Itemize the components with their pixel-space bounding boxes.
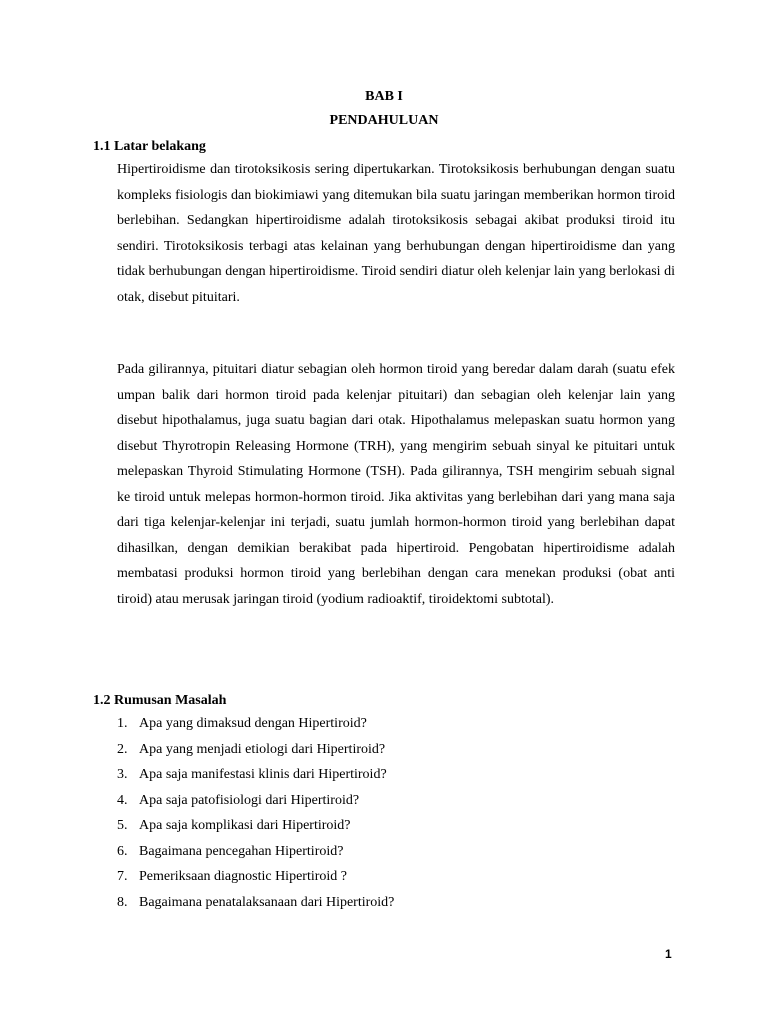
list-item-text: Pemeriksaan diagnostic Hipertiroid ? (139, 869, 347, 884)
list-item (117, 839, 394, 865)
paragraph-background-1: Hipertiroidisme dan tirotoksikosis sering dipertukarkan. Tirotoksikosis berhubungan dengan suatu kompleks fisiologis dan biokimiawi yang ditemukan bila suatu jaringan memberikan hormon tiroid berlebihan. Sedangkan hipertiroidisme adalah tirotoksikosis sebagai akibat produksi tiroid itu sendiri. Tirotoksikosis terbagi atas kelainan yang berhubungan dengan hipertiroidisme dan yang tidak berhubungan dengan hipertiroidisme. Tiroid sendiri diatur oleh kelenjar lain yang berlokasi di otak, disebut pituitari. (117, 162, 675, 305)
list-item-number: 1. (117, 716, 128, 731)
list-item-text: Apa saja komplikasi dari Hipertiroid? (139, 818, 351, 833)
list-item-number: 7. (117, 869, 128, 884)
list-item (117, 788, 394, 814)
list-item-number: 4. (117, 792, 128, 808)
list-item-number: 3. (117, 767, 128, 782)
chapter-title: PENDAHULUAN (329, 113, 439, 128)
list-item-text: Apa saja patofisiologi dari Hipertiroid? (139, 792, 360, 808)
list-item-text: Apa yang menjadi etiologi dari Hipertiroid? (139, 741, 386, 757)
chapter-label: BAB I (365, 89, 403, 104)
list-item-number: 8. (117, 894, 128, 910)
question-list (117, 711, 394, 915)
list-item-text: Apa yang dimaksud dengan Hipertiroid? (139, 716, 367, 731)
list-item-number: 2. (117, 741, 128, 757)
list-item (117, 813, 394, 839)
list-item-text: Bagaimana pencegahan Hipertiroid? (139, 843, 344, 859)
page-number: 1 (665, 947, 672, 961)
list-item (117, 711, 394, 737)
list-item (117, 762, 394, 788)
list-item-number: 6. (117, 843, 128, 859)
list-item-text: Apa saja manifestasi klinis dari Hipertiroid? (139, 767, 387, 782)
list-item (117, 890, 394, 916)
list-item (117, 864, 394, 890)
section-title-latar-belakang: 1.1 Latar belakang (93, 139, 206, 154)
list-item-number: 5. (117, 818, 128, 833)
list-item (117, 737, 394, 763)
list-item-text: Bagaimana penatalaksanaan dari Hipertiroid? (139, 894, 395, 910)
section-title-rumusan-masalah: 1.2 Rumusan Masalah (93, 693, 227, 708)
paragraph-background-2: Pada gilirannya, pituitari diatur sebagian oleh hormon tiroid yang beredar dalam darah (suatu efek umpan balik dari hormon tiroid pada kelenjar pituitari) dan sebagian oleh kelenjar lain yang disebut hipothalamus, juga suatu bagian dari otak. Hipothalamus melepaskan suatu hormon yang disebut Thyrotropin Releasing Hormone (TRH), yang mengirim sebuah sinyal ke pituitari untuk melepaskan Thyroid Stimulating Hormone (TSH). Pada gilirannya, TSH mengirim sebuah signal ke tiroid untuk melepas hormon-hormon tiroid. Jika aktivitas yang berlebihan dari yang mana saja dari tiga kelenjar-kelenjar ini terjadi, suatu jumlah hormon-hormon tiroid yang berlebihan dapat dihasilkan, dengan demikian berakibat pada hipertiroid. Pengobatan hipertiroidisme adalah membatasi produksi hormon tiroid yang berlebihan dengan cara menekan produksi (obat anti tiroid) atau merusak jaringan tiroid (yodium radioaktif, tiroidektomi subtotal). (117, 362, 675, 607)
